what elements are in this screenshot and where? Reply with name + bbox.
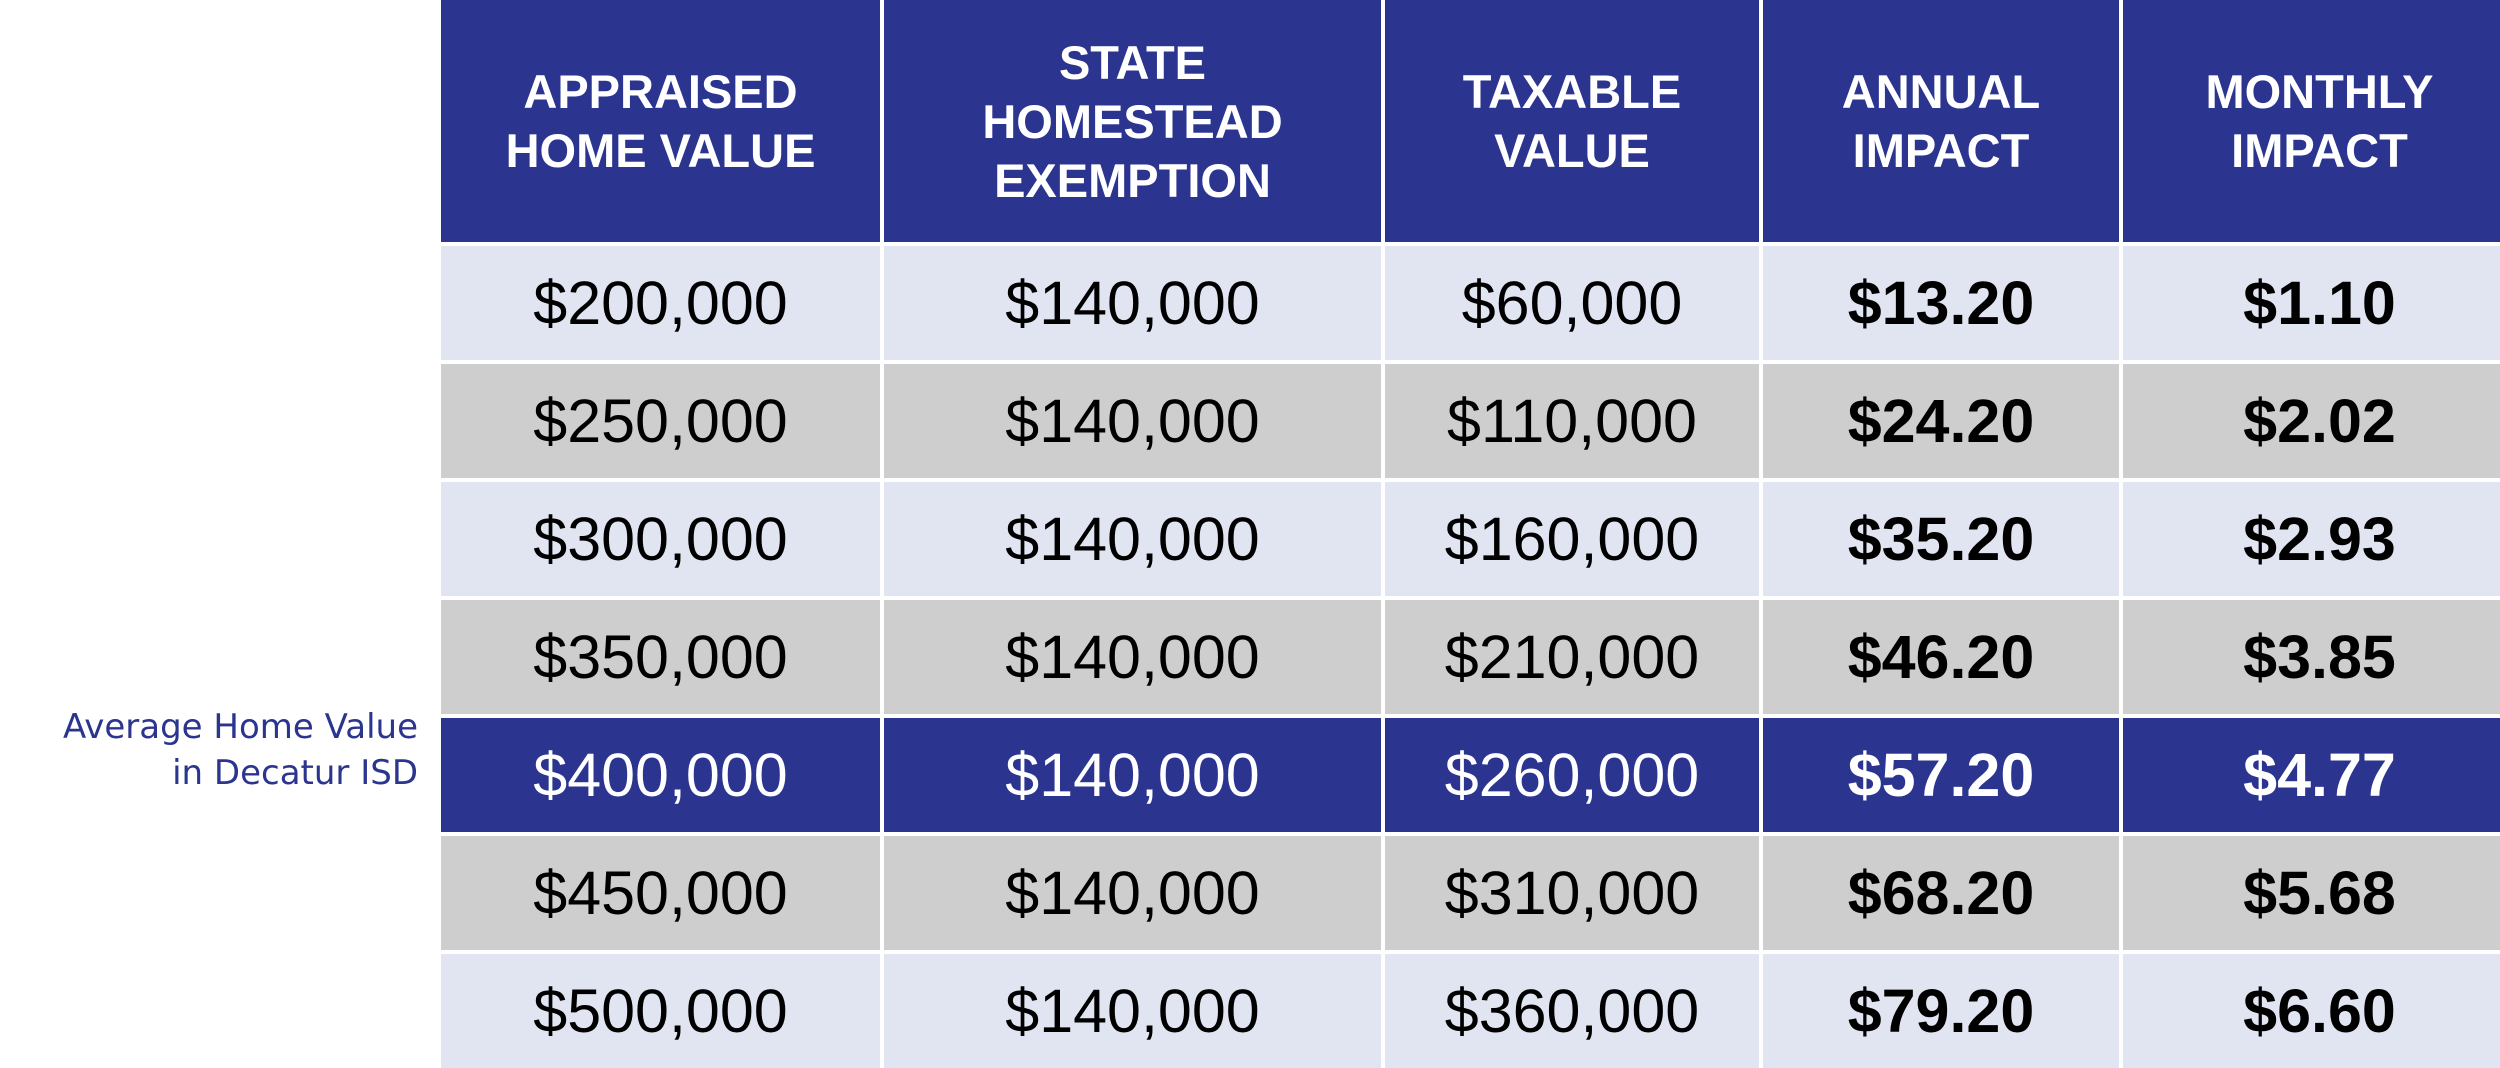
cell-appraised-value: $500,000 [441, 954, 880, 1068]
cell-taxable-value: $210,000 [1385, 600, 1759, 714]
cell-monthly-impact: $4.77 [2123, 718, 2500, 832]
cell-taxable-value: $60,000 [1385, 246, 1759, 360]
cell-exemption: $140,000 [884, 364, 1381, 478]
cell-monthly-impact: $2.93 [2123, 482, 2500, 596]
cell-taxable-value: $110,000 [1385, 364, 1759, 478]
cell-appraised-value: $300,000 [441, 482, 880, 596]
cell-monthly-impact: $5.68 [2123, 836, 2500, 950]
header-taxable-value: TAXABLE VALUE [1385, 0, 1759, 242]
cell-taxable-value: $160,000 [1385, 482, 1759, 596]
cell-exemption: $140,000 [884, 482, 1381, 596]
cell-exemption: $140,000 [884, 954, 1381, 1068]
cell-monthly-impact: $3.85 [2123, 600, 2500, 714]
cell-exemption: $140,000 [884, 600, 1381, 714]
cell-exemption: $140,000 [884, 836, 1381, 950]
cell-taxable-value: $260,000 [1385, 718, 1759, 832]
cell-annual-impact: $79.20 [1763, 954, 2119, 1068]
cell-annual-impact: $13.20 [1763, 246, 2119, 360]
cell-appraised-value: $450,000 [441, 836, 880, 950]
side-note-line-1: Average Home Value [62, 707, 418, 747]
header-monthly-impact: MONTHLY IMPACT [2123, 0, 2500, 242]
cell-exemption: $140,000 [884, 718, 1381, 832]
cell-appraised-value: $250,000 [441, 364, 880, 478]
cell-monthly-impact: $1.10 [2123, 246, 2500, 360]
cell-annual-impact: $24.20 [1763, 364, 2119, 478]
cell-taxable-value: $360,000 [1385, 954, 1759, 1068]
average-home-value-note [0, 704, 418, 796]
header-state-homestead-exemption: STATE HOMESTEAD EXEMPTION [884, 0, 1381, 242]
cell-annual-impact: $46.20 [1763, 600, 2119, 714]
cell-appraised-value: $350,000 [441, 600, 880, 714]
side-note-line-2: in Decatur ISD [172, 753, 418, 793]
cell-annual-impact: $57.20 [1763, 718, 2119, 832]
cell-monthly-impact: $2.02 [2123, 364, 2500, 478]
homestead-impact-table [441, 0, 2500, 1059]
header-appraised-home-value: APPRAISED HOME VALUE [441, 0, 880, 242]
cell-annual-impact: $35.20 [1763, 482, 2119, 596]
cell-exemption: $140,000 [884, 246, 1381, 360]
cell-annual-impact: $68.20 [1763, 836, 2119, 950]
cell-appraised-value: $400,000 [441, 718, 880, 832]
cell-monthly-impact: $6.60 [2123, 954, 2500, 1068]
cell-taxable-value: $310,000 [1385, 836, 1759, 950]
header-annual-impact: ANNUAL IMPACT [1763, 0, 2119, 242]
cell-appraised-value: $200,000 [441, 246, 880, 360]
